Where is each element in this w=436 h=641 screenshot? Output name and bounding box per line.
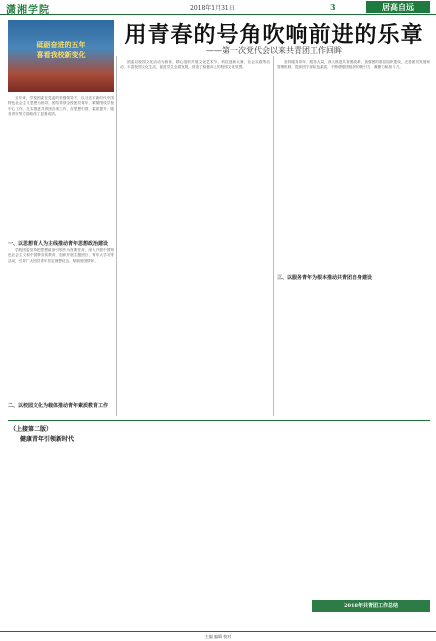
- section-rule: [8, 420, 430, 421]
- section-heading: 一、以思想育人为主线推动青年思想政治建设: [8, 241, 109, 247]
- closing-banner: 2018年共青团工作总结: [312, 600, 430, 612]
- column-divider: [116, 56, 117, 416]
- feature-photo: [8, 20, 114, 92]
- continued-note: （上接第二版）: [10, 426, 53, 433]
- article-paragraph: 团委以校园文化活动为载体，精心组织开展文化艺术节、科技创新大赛、社会实践等活动，丰富校园文化生活，促进学生全面发展，营造了积极向上的校园文化氛围。: [120, 60, 270, 70]
- article-paragraph: 五年来，学校团委在党委的坚强领导下，以习近平新时代中国特色社会主义思想为指导，团结带领全校团员青年，紧紧围绕学校中心工作，扎实推进共青团各项工作，在思想引领、素质提升、服务青年等方面取得了显著成绩。: [8, 96, 114, 117]
- subheadline: ——第一次党代会以来共青团工作回眸: [206, 46, 342, 55]
- page-number: 3: [330, 2, 336, 12]
- issue-date: 2018年1月31日: [190, 5, 235, 12]
- article-column-1: [8, 96, 114, 236]
- article-paragraph: 学院团委坚持把思想政治引领作为首要任务，深入开展中国特色社会主义和中国梦宣传教育，组织开展主题团日、青年大学习等活动，引导广大团员青年坚定理想信念，厚植爱国情怀。: [8, 248, 114, 263]
- article-column-3: [277, 60, 430, 270]
- photo-caption-line2: 喜看我校新变化: [36, 50, 86, 59]
- photo-caption-line1: 砥砺奋进的五年: [36, 40, 86, 49]
- lower-article-title: 健康青年引领新时代: [20, 436, 75, 443]
- masthead: [0, 0, 436, 15]
- article-paragraph: 坚持服务青年、服务大局，深入推进共青团改革，加强团的基层组织建设，完善团员发展和管理机制，提高团干部队伍素质，不断增强团组织的吸引力、凝聚力和战斗力。: [277, 60, 430, 70]
- headline: 用青春的号角吹响前进的乐章: [124, 22, 424, 48]
- paper-name: 潇湘学院: [6, 5, 50, 16]
- page-footer: 主编 编辑 校对: [0, 631, 436, 641]
- section-heading: 三、以服务青年为根本推动共青团自身建设: [277, 275, 373, 281]
- section-heading: 二、以校园文化为载体推动青年素质教育工作: [8, 403, 109, 409]
- article-column-2: [120, 60, 270, 416]
- column-divider: [273, 56, 274, 416]
- article-column-1b: [8, 248, 114, 398]
- section-label: 居高自远: [366, 1, 430, 13]
